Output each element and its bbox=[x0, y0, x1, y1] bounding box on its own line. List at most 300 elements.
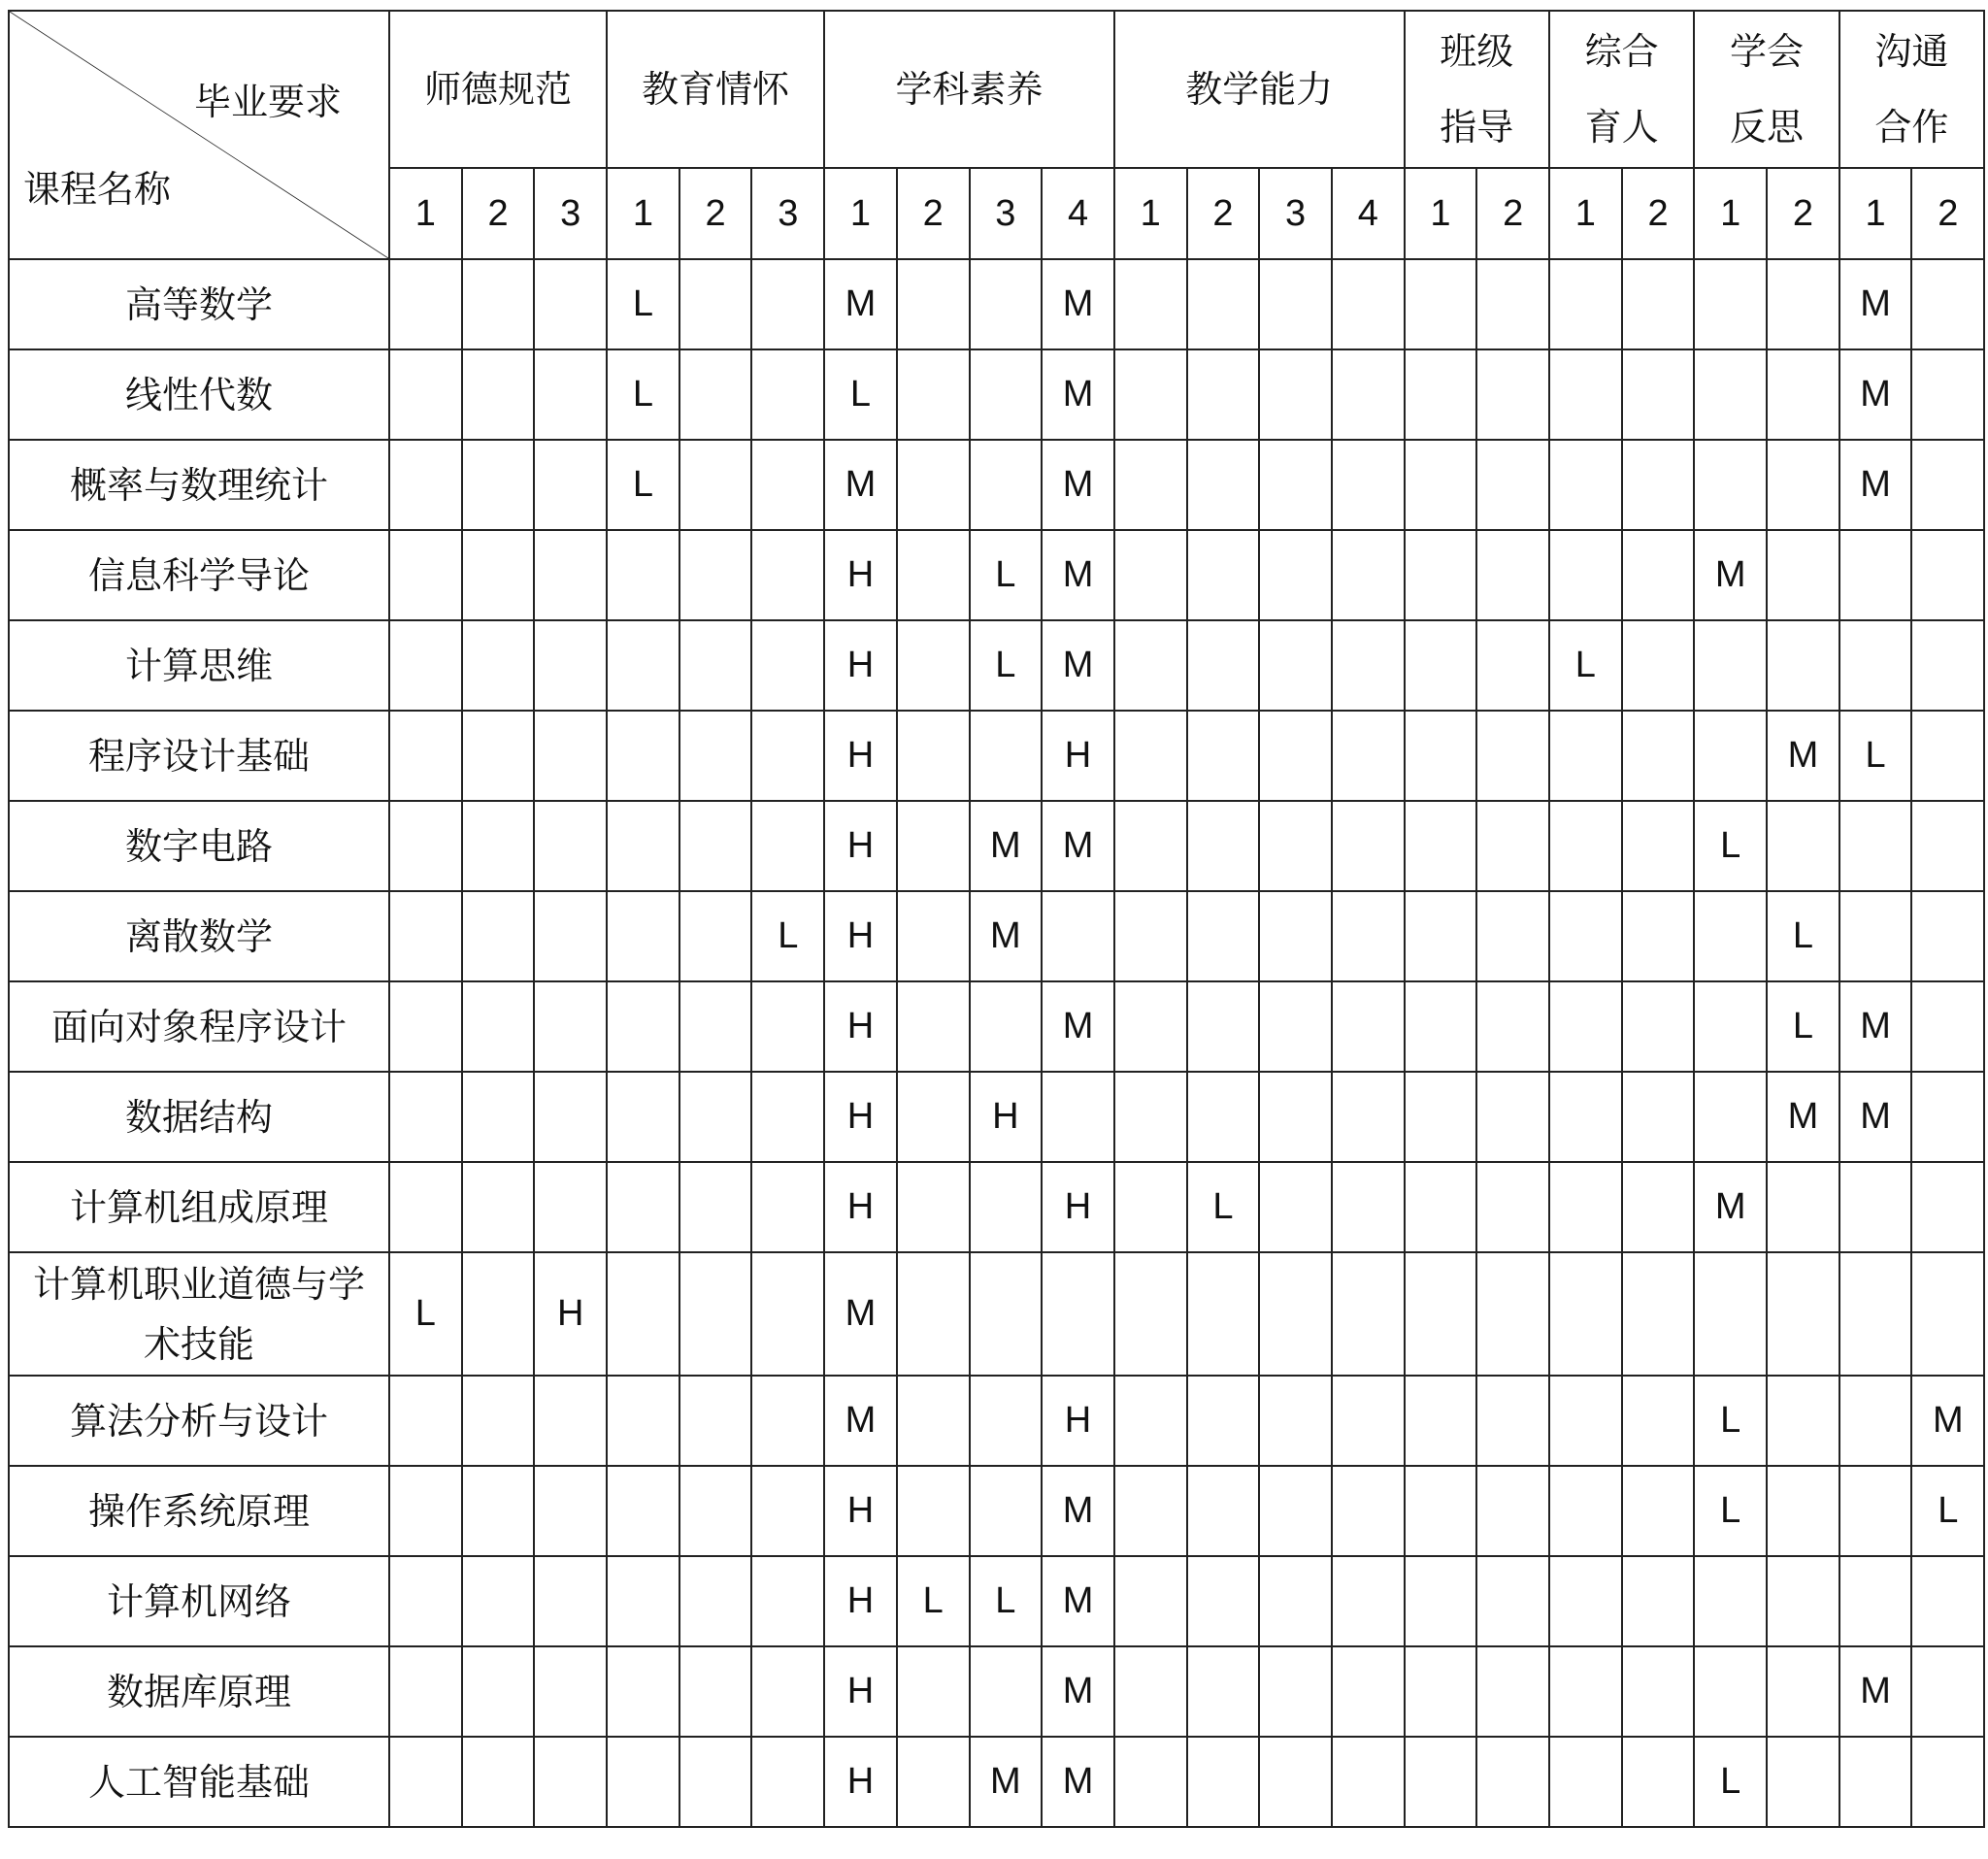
support-level-cell: M bbox=[824, 440, 897, 530]
table-row bbox=[9, 1162, 1984, 1252]
support-level-cell bbox=[534, 1072, 607, 1162]
support-level-cell bbox=[1767, 530, 1839, 620]
support-level-cell bbox=[1259, 1646, 1332, 1737]
requirement-index-header: 2 bbox=[679, 168, 752, 259]
support-level-cell bbox=[1259, 440, 1332, 530]
support-level-cell bbox=[534, 1162, 607, 1252]
support-level-cell: H bbox=[824, 1737, 897, 1827]
support-level-cell bbox=[1839, 1556, 1912, 1646]
support-level-cell bbox=[679, 1737, 752, 1827]
course-name-cell: 计算机职业道德与学术技能 bbox=[9, 1252, 389, 1376]
support-level-cell: M bbox=[1839, 981, 1912, 1072]
support-level-cell bbox=[1549, 1376, 1622, 1466]
support-level-cell bbox=[751, 1162, 824, 1252]
table-row bbox=[9, 891, 1984, 981]
support-level-cell bbox=[1405, 711, 1477, 801]
support-level-cell: H bbox=[970, 1072, 1043, 1162]
support-level-cell bbox=[462, 1556, 535, 1646]
support-level-cell: M bbox=[1839, 440, 1912, 530]
requirement-index-header: 3 bbox=[970, 168, 1043, 259]
support-level-cell bbox=[1549, 440, 1622, 530]
support-level-cell bbox=[389, 801, 462, 891]
support-level-cell: M bbox=[1042, 259, 1114, 349]
support-level-cell bbox=[1839, 620, 1912, 711]
support-level-cell: H bbox=[824, 801, 897, 891]
support-level-cell bbox=[897, 981, 970, 1072]
support-level-cell: M bbox=[1042, 530, 1114, 620]
support-level-cell bbox=[751, 1466, 824, 1556]
support-level-cell bbox=[462, 1376, 535, 1466]
support-level-cell bbox=[607, 1376, 679, 1466]
support-level-cell bbox=[1187, 440, 1260, 530]
support-level-cell bbox=[679, 620, 752, 711]
support-level-cell bbox=[1622, 1252, 1695, 1376]
support-level-cell bbox=[1549, 711, 1622, 801]
support-level-cell bbox=[679, 1466, 752, 1556]
support-level-cell bbox=[1114, 711, 1187, 801]
support-level-cell: M bbox=[1042, 1466, 1114, 1556]
support-level-cell bbox=[897, 349, 970, 440]
support-level-cell bbox=[1332, 1737, 1405, 1827]
support-level-cell bbox=[462, 1072, 535, 1162]
support-level-cell bbox=[1911, 801, 1984, 891]
requirement-group-header: 教学能力 bbox=[1114, 11, 1405, 168]
support-level-cell bbox=[607, 620, 679, 711]
support-level-cell bbox=[462, 891, 535, 981]
support-level-cell bbox=[679, 981, 752, 1072]
support-level-cell bbox=[389, 711, 462, 801]
support-level-cell bbox=[1549, 891, 1622, 981]
support-level-cell bbox=[534, 349, 607, 440]
requirement-index-header: 3 bbox=[751, 168, 824, 259]
requirement-index-header: 1 bbox=[1549, 168, 1622, 259]
support-level-cell: H bbox=[824, 620, 897, 711]
support-level-cell: M bbox=[1042, 1646, 1114, 1737]
requirement-index-header: 2 bbox=[462, 168, 535, 259]
support-level-cell bbox=[607, 891, 679, 981]
support-level-cell bbox=[1911, 1737, 1984, 1827]
support-level-cell bbox=[1622, 620, 1695, 711]
support-level-cell: L bbox=[970, 620, 1043, 711]
support-level-cell: H bbox=[824, 1162, 897, 1252]
table-row bbox=[9, 1466, 1984, 1556]
support-level-cell bbox=[1187, 1646, 1260, 1737]
support-level-cell bbox=[751, 1252, 824, 1376]
support-level-cell bbox=[1332, 1072, 1405, 1162]
support-level-cell bbox=[751, 1646, 824, 1737]
support-level-cell bbox=[1476, 620, 1549, 711]
support-level-cell bbox=[1259, 349, 1332, 440]
support-level-cell: L bbox=[1187, 1162, 1260, 1252]
table-row bbox=[9, 440, 1984, 530]
support-level-cell bbox=[1549, 1737, 1622, 1827]
support-level-cell bbox=[1767, 1376, 1839, 1466]
support-level-cell bbox=[1114, 1466, 1187, 1556]
support-level-cell bbox=[897, 1252, 970, 1376]
support-level-cell bbox=[1259, 1466, 1332, 1556]
support-level-cell bbox=[462, 1162, 535, 1252]
table-row bbox=[9, 1252, 1984, 1376]
support-level-cell bbox=[1114, 891, 1187, 981]
support-level-cell bbox=[897, 1737, 970, 1827]
course-name-cell: 人工智能基础 bbox=[9, 1737, 389, 1827]
support-level-cell bbox=[1622, 891, 1695, 981]
requirement-index-header: 1 bbox=[607, 168, 679, 259]
support-level-cell bbox=[1549, 981, 1622, 1072]
support-level-cell bbox=[389, 349, 462, 440]
support-level-cell bbox=[1405, 1737, 1477, 1827]
support-level-cell bbox=[534, 530, 607, 620]
support-level-cell bbox=[679, 891, 752, 981]
table-row bbox=[9, 801, 1984, 891]
support-level-cell bbox=[1767, 440, 1839, 530]
support-level-cell bbox=[1259, 981, 1332, 1072]
support-level-cell bbox=[897, 1072, 970, 1162]
table-row bbox=[9, 1737, 1984, 1827]
support-level-cell bbox=[389, 1556, 462, 1646]
support-level-cell: H bbox=[824, 981, 897, 1072]
support-level-cell: L bbox=[824, 349, 897, 440]
support-level-cell bbox=[1622, 1162, 1695, 1252]
support-level-cell bbox=[751, 440, 824, 530]
support-level-cell bbox=[1114, 1737, 1187, 1827]
support-level-cell bbox=[1259, 1162, 1332, 1252]
support-level-cell bbox=[1694, 349, 1767, 440]
support-level-cell bbox=[751, 711, 824, 801]
support-level-cell bbox=[607, 1646, 679, 1737]
support-level-cell: M bbox=[1042, 981, 1114, 1072]
support-level-cell bbox=[1476, 1556, 1549, 1646]
support-level-cell: L bbox=[970, 1556, 1043, 1646]
requirement-group-header: 沟通合作 bbox=[1839, 11, 1984, 168]
support-level-cell bbox=[1767, 801, 1839, 891]
course-name-cell: 概率与数理统计 bbox=[9, 440, 389, 530]
support-level-cell bbox=[1332, 1162, 1405, 1252]
support-level-cell bbox=[1767, 1737, 1839, 1827]
support-level-cell bbox=[1839, 801, 1912, 891]
support-level-cell bbox=[1911, 440, 1984, 530]
support-level-cell bbox=[970, 440, 1043, 530]
support-level-cell bbox=[897, 620, 970, 711]
support-level-cell bbox=[1476, 259, 1549, 349]
support-level-cell bbox=[1405, 1556, 1477, 1646]
support-level-cell bbox=[1839, 1162, 1912, 1252]
support-level-cell bbox=[534, 440, 607, 530]
support-level-cell bbox=[1405, 259, 1477, 349]
support-level-cell bbox=[1405, 981, 1477, 1072]
support-level-cell bbox=[970, 259, 1043, 349]
support-level-cell bbox=[1187, 801, 1260, 891]
support-level-cell bbox=[462, 259, 535, 349]
support-level-cell: M bbox=[1767, 1072, 1839, 1162]
requirement-index-header: 1 bbox=[1114, 168, 1187, 259]
support-level-cell bbox=[1405, 349, 1477, 440]
support-level-cell bbox=[1476, 801, 1549, 891]
support-level-cell: H bbox=[1042, 1376, 1114, 1466]
requirement-group-row bbox=[9, 11, 1984, 168]
support-level-cell bbox=[679, 1072, 752, 1162]
course-name-cell: 计算机网络 bbox=[9, 1556, 389, 1646]
table-row bbox=[9, 1072, 1984, 1162]
support-level-cell bbox=[897, 891, 970, 981]
support-level-cell bbox=[1694, 440, 1767, 530]
course-requirement-matrix bbox=[8, 10, 1985, 1828]
support-level-cell: H bbox=[824, 1646, 897, 1737]
support-level-cell bbox=[1187, 1556, 1260, 1646]
support-level-cell bbox=[462, 711, 535, 801]
support-level-cell bbox=[1187, 620, 1260, 711]
support-level-cell bbox=[389, 620, 462, 711]
support-level-cell bbox=[1694, 891, 1767, 981]
support-level-cell bbox=[1114, 1646, 1187, 1737]
support-level-cell bbox=[970, 349, 1043, 440]
support-level-cell bbox=[389, 891, 462, 981]
support-level-cell bbox=[1187, 530, 1260, 620]
course-name-cell: 信息科学导论 bbox=[9, 530, 389, 620]
support-level-cell bbox=[534, 620, 607, 711]
support-level-cell bbox=[1694, 1646, 1767, 1737]
support-level-cell bbox=[1622, 1466, 1695, 1556]
support-level-cell: M bbox=[1839, 1646, 1912, 1737]
support-level-cell bbox=[1911, 1072, 1984, 1162]
support-level-cell bbox=[389, 1376, 462, 1466]
support-level-cell bbox=[1549, 259, 1622, 349]
support-level-cell bbox=[1114, 1556, 1187, 1646]
support-level-cell bbox=[1259, 259, 1332, 349]
support-level-cell bbox=[1259, 1376, 1332, 1466]
table-row bbox=[9, 620, 1984, 711]
support-level-cell bbox=[1476, 711, 1549, 801]
support-level-cell bbox=[1259, 1072, 1332, 1162]
support-level-cell: L bbox=[1694, 801, 1767, 891]
support-level-cell bbox=[1114, 1252, 1187, 1376]
support-level-cell bbox=[462, 1737, 535, 1827]
support-level-cell bbox=[1694, 1252, 1767, 1376]
support-level-cell bbox=[1622, 981, 1695, 1072]
support-level-cell: M bbox=[1767, 711, 1839, 801]
support-level-cell bbox=[1114, 620, 1187, 711]
support-level-cell bbox=[1114, 1162, 1187, 1252]
support-level-cell bbox=[1911, 1556, 1984, 1646]
support-level-cell bbox=[534, 1737, 607, 1827]
support-level-cell bbox=[970, 1252, 1043, 1376]
support-level-cell: L bbox=[607, 349, 679, 440]
support-level-cell bbox=[389, 1072, 462, 1162]
requirement-index-header: 1 bbox=[1405, 168, 1477, 259]
support-level-cell bbox=[1476, 349, 1549, 440]
support-level-cell bbox=[1259, 1252, 1332, 1376]
support-level-cell bbox=[1476, 1252, 1549, 1376]
support-level-cell bbox=[389, 1466, 462, 1556]
support-level-cell bbox=[1622, 1556, 1695, 1646]
table-row bbox=[9, 1376, 1984, 1466]
support-level-cell bbox=[1767, 1556, 1839, 1646]
support-level-cell bbox=[1911, 891, 1984, 981]
support-level-cell bbox=[970, 711, 1043, 801]
support-level-cell bbox=[1549, 1252, 1622, 1376]
support-level-cell bbox=[1042, 1252, 1114, 1376]
support-level-cell bbox=[679, 801, 752, 891]
support-level-cell bbox=[1332, 981, 1405, 1072]
support-level-cell bbox=[970, 1162, 1043, 1252]
support-level-cell: L bbox=[389, 1252, 462, 1376]
requirement-index-header: 4 bbox=[1332, 168, 1405, 259]
support-level-cell bbox=[1767, 1646, 1839, 1737]
support-level-cell bbox=[679, 711, 752, 801]
support-level-cell bbox=[1911, 259, 1984, 349]
support-level-cell bbox=[1767, 259, 1839, 349]
support-level-cell bbox=[1114, 1376, 1187, 1466]
requirement-index-header: 2 bbox=[1911, 168, 1984, 259]
support-level-cell bbox=[607, 981, 679, 1072]
support-level-cell bbox=[1332, 1646, 1405, 1737]
support-level-cell: M bbox=[1911, 1376, 1984, 1466]
support-level-cell bbox=[679, 1646, 752, 1737]
support-level-cell bbox=[897, 530, 970, 620]
support-level-cell bbox=[1405, 1466, 1477, 1556]
support-level-cell bbox=[751, 1072, 824, 1162]
support-level-cell bbox=[1332, 1466, 1405, 1556]
support-level-cell bbox=[389, 1737, 462, 1827]
support-level-cell bbox=[1622, 530, 1695, 620]
support-level-cell bbox=[1911, 1162, 1984, 1252]
support-level-cell bbox=[751, 620, 824, 711]
support-level-cell bbox=[462, 620, 535, 711]
support-level-cell bbox=[1259, 620, 1332, 711]
course-name-cell: 高等数学 bbox=[9, 259, 389, 349]
support-level-cell bbox=[534, 1556, 607, 1646]
support-level-cell bbox=[534, 981, 607, 1072]
support-level-cell: M bbox=[1042, 440, 1114, 530]
support-level-cell bbox=[1187, 1376, 1260, 1466]
table-row bbox=[9, 981, 1984, 1072]
course-name-cell: 线性代数 bbox=[9, 349, 389, 440]
support-level-cell bbox=[897, 440, 970, 530]
support-level-cell bbox=[897, 801, 970, 891]
support-level-cell bbox=[1911, 711, 1984, 801]
support-level-cell bbox=[679, 1556, 752, 1646]
course-name-cell: 程序设计基础 bbox=[9, 711, 389, 801]
table-row bbox=[9, 530, 1984, 620]
course-name-cell: 操作系统原理 bbox=[9, 1466, 389, 1556]
support-level-cell bbox=[1694, 1556, 1767, 1646]
support-level-cell bbox=[1767, 1466, 1839, 1556]
support-level-cell bbox=[389, 530, 462, 620]
support-level-cell bbox=[1476, 1072, 1549, 1162]
support-level-cell: M bbox=[1042, 620, 1114, 711]
support-level-cell: M bbox=[1042, 801, 1114, 891]
support-level-cell bbox=[534, 259, 607, 349]
table-row bbox=[9, 259, 1984, 349]
support-level-cell bbox=[1114, 440, 1187, 530]
support-level-cell: L bbox=[1694, 1737, 1767, 1827]
course-name-cell: 计算思维 bbox=[9, 620, 389, 711]
support-level-cell bbox=[1476, 981, 1549, 1072]
support-level-cell bbox=[970, 1646, 1043, 1737]
support-level-cell: H bbox=[824, 711, 897, 801]
support-level-cell: M bbox=[970, 801, 1043, 891]
support-level-cell bbox=[1839, 1466, 1912, 1556]
support-level-cell bbox=[1332, 440, 1405, 530]
support-level-cell bbox=[679, 1162, 752, 1252]
support-level-cell bbox=[679, 530, 752, 620]
table-row bbox=[9, 1646, 1984, 1737]
support-level-cell bbox=[897, 1646, 970, 1737]
support-level-cell: M bbox=[824, 1376, 897, 1466]
support-level-cell: L bbox=[1767, 981, 1839, 1072]
support-level-cell bbox=[751, 801, 824, 891]
support-level-cell bbox=[970, 1466, 1043, 1556]
support-level-cell: H bbox=[824, 1466, 897, 1556]
support-level-cell bbox=[897, 259, 970, 349]
support-level-cell bbox=[1114, 349, 1187, 440]
support-level-cell bbox=[607, 1252, 679, 1376]
course-name-cell: 面向对象程序设计 bbox=[9, 981, 389, 1072]
support-level-cell bbox=[1114, 1072, 1187, 1162]
support-level-cell bbox=[1622, 1376, 1695, 1466]
support-level-cell bbox=[1549, 1646, 1622, 1737]
support-level-cell bbox=[1259, 891, 1332, 981]
support-level-cell: H bbox=[1042, 1162, 1114, 1252]
support-level-cell bbox=[751, 1556, 824, 1646]
requirement-index-header: 2 bbox=[1622, 168, 1695, 259]
support-level-cell bbox=[1405, 440, 1477, 530]
support-level-cell bbox=[1114, 801, 1187, 891]
support-level-cell bbox=[1549, 1556, 1622, 1646]
support-level-cell bbox=[1332, 801, 1405, 891]
support-level-cell: M bbox=[824, 259, 897, 349]
support-level-cell bbox=[1042, 1072, 1114, 1162]
support-level-cell bbox=[1259, 711, 1332, 801]
support-level-cell bbox=[970, 1376, 1043, 1466]
support-level-cell bbox=[1476, 1162, 1549, 1252]
support-level-cell bbox=[1332, 259, 1405, 349]
support-level-cell bbox=[679, 259, 752, 349]
support-level-cell bbox=[1187, 1072, 1260, 1162]
support-level-cell bbox=[462, 440, 535, 530]
table-row bbox=[9, 1556, 1984, 1646]
table-row bbox=[9, 711, 1984, 801]
support-level-cell bbox=[1476, 1466, 1549, 1556]
support-level-cell bbox=[1332, 891, 1405, 981]
support-level-cell bbox=[389, 981, 462, 1072]
support-level-cell bbox=[1187, 1737, 1260, 1827]
support-level-cell bbox=[1622, 1737, 1695, 1827]
support-level-cell bbox=[1114, 530, 1187, 620]
support-level-cell bbox=[1114, 259, 1187, 349]
support-level-cell: M bbox=[1042, 1556, 1114, 1646]
support-level-cell bbox=[1405, 1646, 1477, 1737]
support-level-cell bbox=[607, 801, 679, 891]
support-level-cell bbox=[751, 1737, 824, 1827]
course-name-cell: 数据结构 bbox=[9, 1072, 389, 1162]
support-level-cell bbox=[970, 981, 1043, 1072]
support-level-cell bbox=[679, 1252, 752, 1376]
support-level-cell bbox=[1114, 981, 1187, 1072]
requirement-group-header: 综合育人 bbox=[1549, 11, 1694, 168]
support-level-cell bbox=[607, 1737, 679, 1827]
support-level-cell bbox=[1187, 259, 1260, 349]
support-level-cell bbox=[1405, 801, 1477, 891]
support-level-cell bbox=[679, 440, 752, 530]
support-level-cell bbox=[1405, 1072, 1477, 1162]
support-level-cell: L bbox=[1694, 1466, 1767, 1556]
support-level-cell bbox=[1476, 1646, 1549, 1737]
course-name-cell: 算法分析与设计 bbox=[9, 1376, 389, 1466]
support-level-cell bbox=[462, 1646, 535, 1737]
support-level-cell bbox=[1839, 1376, 1912, 1466]
support-level-cell: M bbox=[1839, 349, 1912, 440]
